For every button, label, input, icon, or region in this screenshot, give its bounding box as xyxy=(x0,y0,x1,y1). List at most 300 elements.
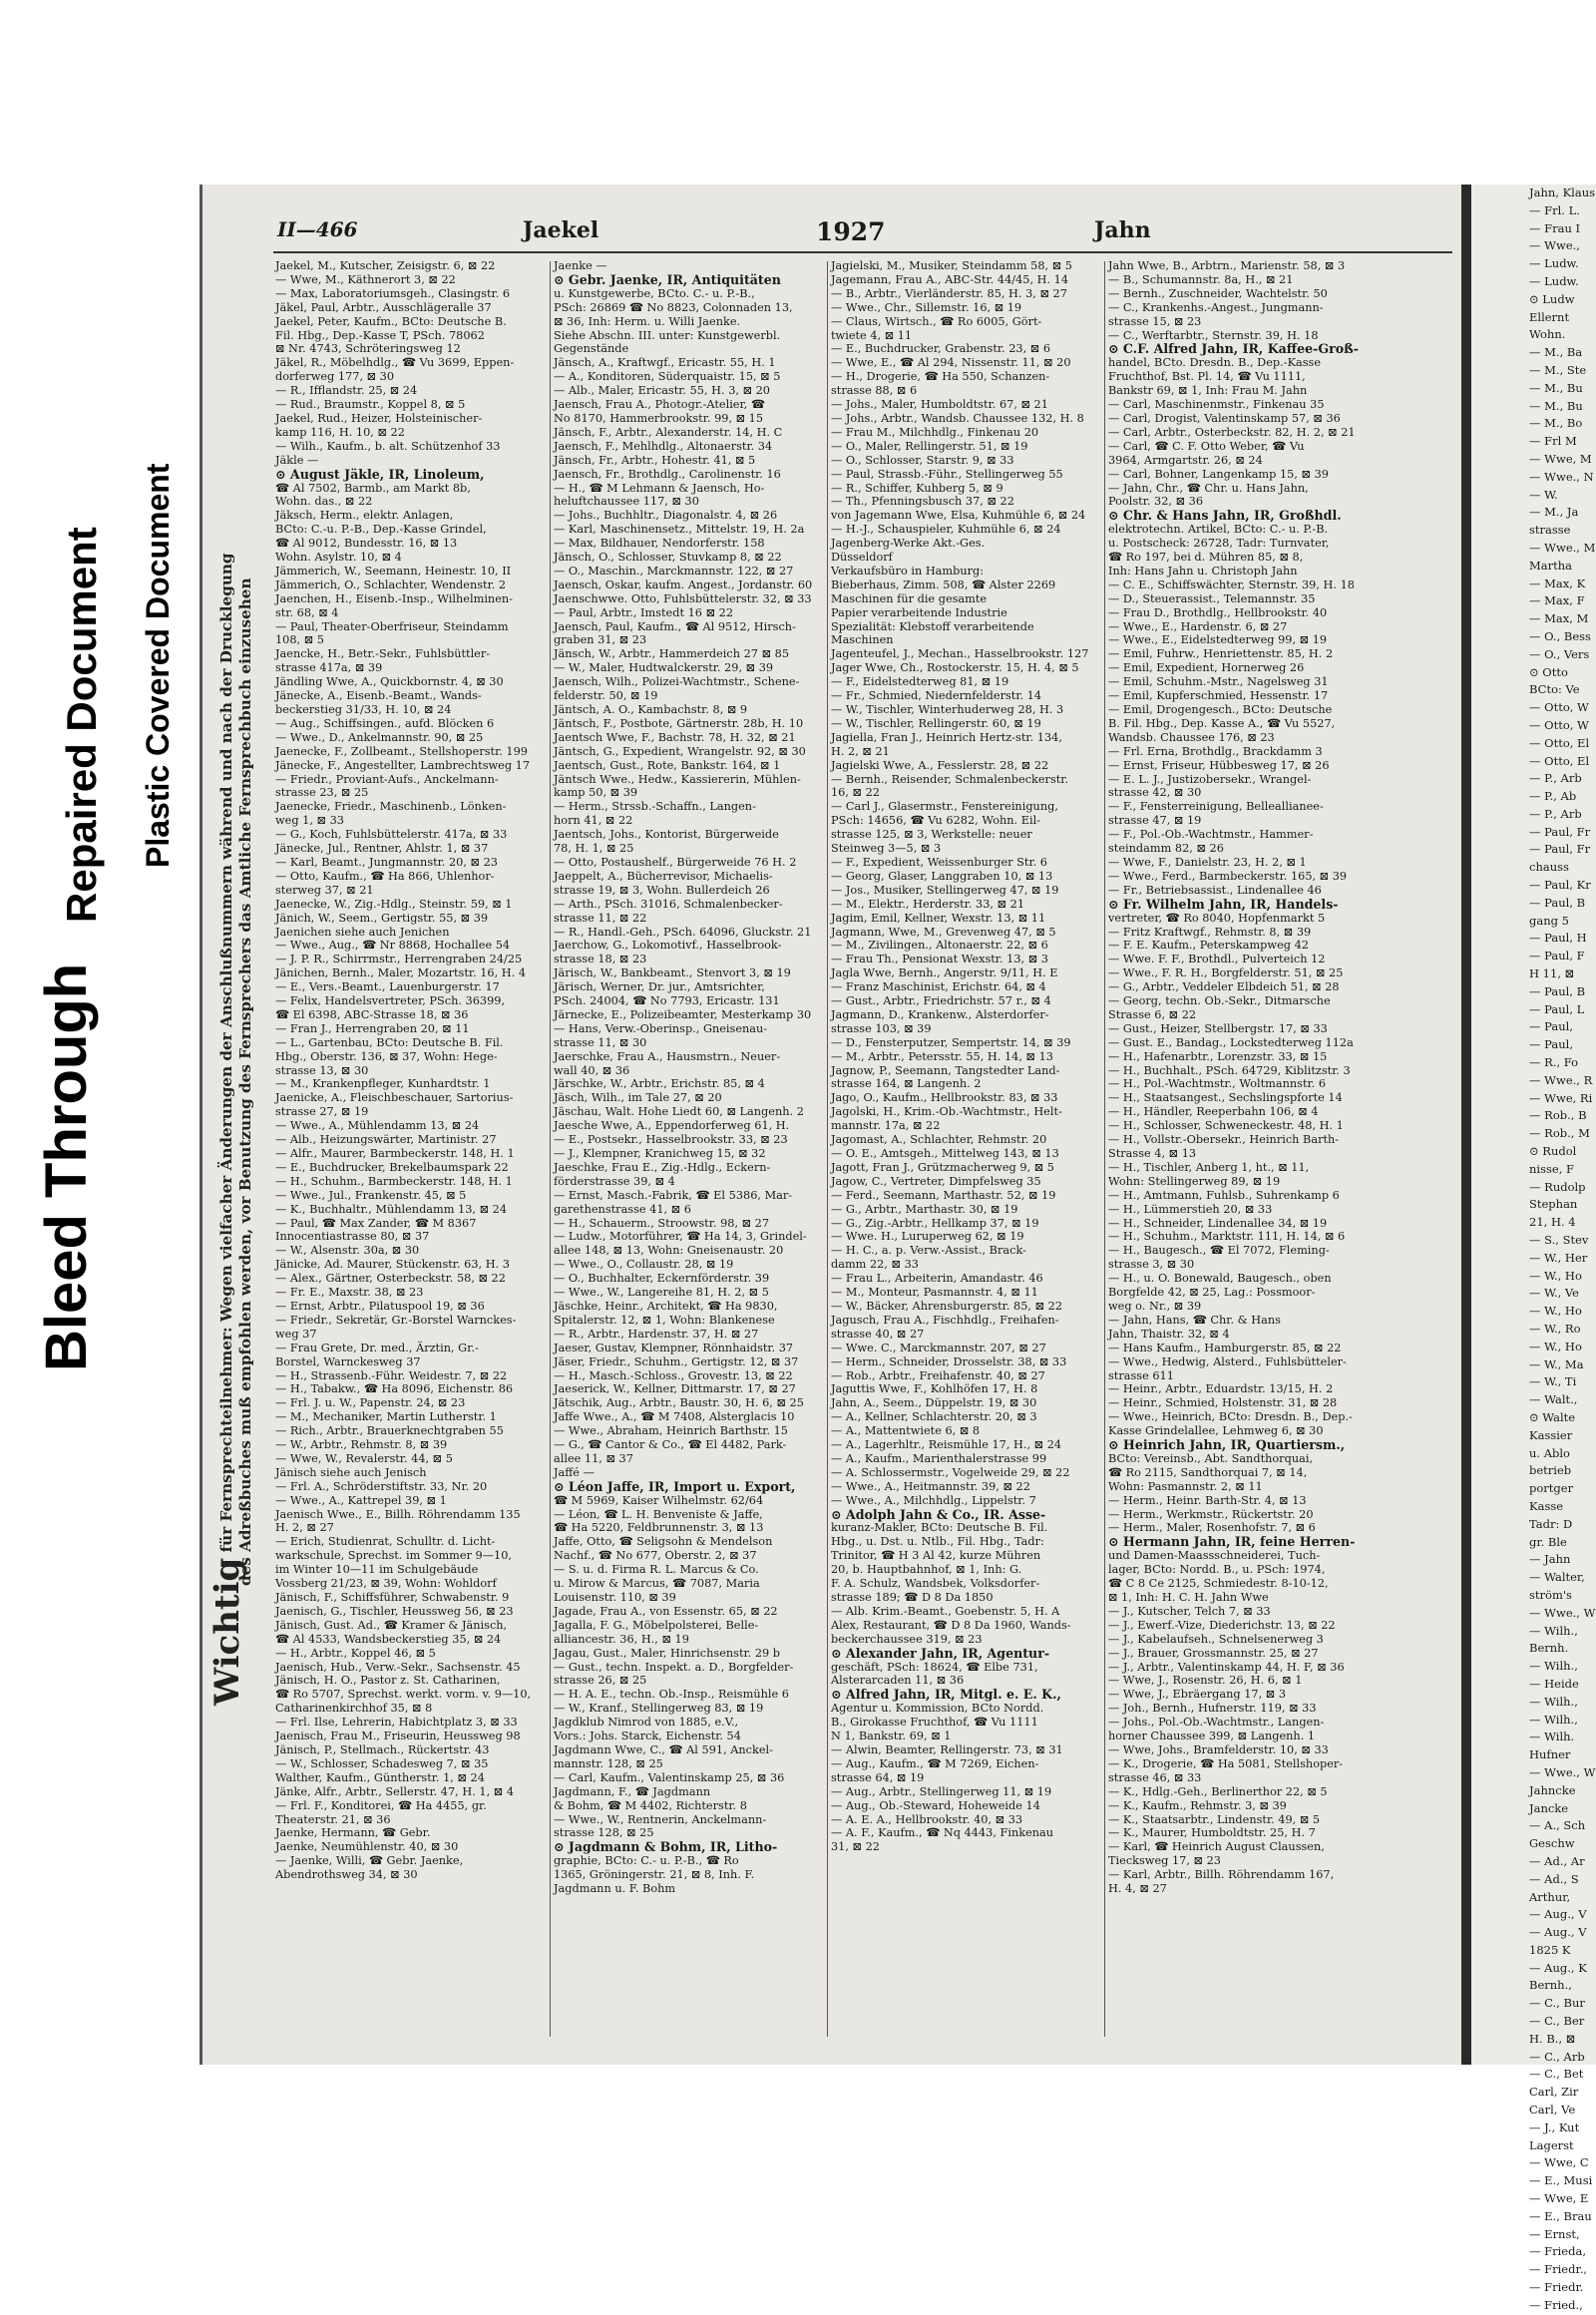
adjacent-entry: gr. Ble xyxy=(1529,1534,1567,1549)
directory-entry: Jagenteufel, J., Mechan., Hasselbrookstr. 127 xyxy=(831,647,1089,661)
directory-entry: Jäkel, Paul, Arbtr., Ausschlägeralle 37 xyxy=(275,300,492,314)
directory-entry: Jaensch, Wilh., Polizei-Wachtmstr., Schene- xyxy=(554,675,800,689)
adjacent-entry: — Ernst, xyxy=(1529,2226,1580,2241)
directory-entry: — J. P. R., Schirrmstr., Herrengraben 24/25 xyxy=(275,953,523,966)
directory-entry: — H., Vollstr.-Obersekr., Heinrich Barth- xyxy=(1108,1133,1340,1147)
directory-entry: — E., Vers.-Beamt., Lauenburgerstr. 17 xyxy=(275,980,500,994)
directory-entry: — Gust., techn. Inspekt. a. D., Borgfelder- xyxy=(554,1660,794,1674)
directory-entry: strasse 125, ⊠ 3, Werkstelle: neuer xyxy=(831,828,1032,842)
directory-entry: Jäkle — xyxy=(275,453,319,467)
directory-entry: horn 41, ⊠ 22 xyxy=(554,814,633,828)
adjacent-entry: — Wwe., R xyxy=(1529,1072,1593,1087)
directory-entry: Walther, Kaufm., Güntherstr. 1, ⊠ 24 xyxy=(275,1770,485,1784)
directory-entry: — Aug., Kaufm., ☎ M 7269, Eichen- xyxy=(831,1756,1039,1770)
directory-entry: im Winter 10—11 im Schulgebäude xyxy=(275,1563,479,1577)
directory-entry: Alsterarcaden 11, ⊠ 36 xyxy=(831,1674,965,1688)
adjacent-entry: — Wwe., N xyxy=(1529,469,1594,484)
directory-entry: — H., Arbtr., Koppel 46, ⊠ 5 xyxy=(275,1646,436,1660)
directory-entry: Jager Wwe, Ch., Rostockerstr. 15, H. 4, ⊠ 5 xyxy=(831,661,1079,675)
directory-entry: ⊙ August Jäkle, IR, Linoleum, xyxy=(275,466,485,482)
directory-entry: — Gust., Arbtr., Friedrichstr. 57 r., ⊠ 4 xyxy=(831,994,1051,1008)
directory-entry: — Frau Grete, Dr. med., Ärztin, Gr.- xyxy=(275,1341,479,1354)
directory-entry: — K., Kaufm., Rehmstr. 3, ⊠ 39 xyxy=(1108,1798,1287,1812)
directory-entry: — Wwe., O., Collaustr. 28, ⊠ 19 xyxy=(554,1258,734,1272)
directory-entry: Jänichen, Bernh., Maler, Mozartstr. 16, H. 4 xyxy=(275,966,527,980)
directory-entry: — Herm., Strssb.-Schaffn., Langen- xyxy=(554,800,756,814)
directory-entry: Jaenecke, W., Zig.-Hdlg., Steinstr. 59, ⊠ 1 xyxy=(275,897,513,911)
directory-entry: — Karl, Beamt., Jungmannstr. 20, ⊠ 23 xyxy=(275,855,498,869)
directory-entry: — O., Maler, Rellingerstr. 51, ⊠ 19 xyxy=(831,439,1028,453)
directory-entry: — M., Arbtr., Petersstr. 55, H. 14, ⊠ 13 xyxy=(831,1049,1053,1063)
directory-entry: graphie, BCto: C.- u. P.-B., ☎ Ro xyxy=(554,1854,739,1868)
directory-entry: — Karl, Maschinensetz., Mittelstr. 19, H. 2a xyxy=(554,523,805,537)
directory-entry: mannstr. 17a, ⊠ 22 xyxy=(831,1119,941,1133)
directory-entry: Jagielski Wwe, A., Fesslerstr. 28, ⊠ 22 xyxy=(831,758,1049,772)
directory-entry: Jaensch, Paul, Kaufm., ☎ Al 9512, Hirsch- xyxy=(554,619,796,633)
adjacent-entry: — Rob., B xyxy=(1529,1108,1587,1123)
adjacent-entry: — W., Ve xyxy=(1529,1286,1579,1301)
directory-entry: — H., ☎ M Lehmann & Jaensch, Ho- xyxy=(554,481,765,495)
directory-entry: — Hans, Verw.-Oberinsp., Gneisenau- xyxy=(554,1021,768,1035)
directory-entry: kamp 116, H. 10, ⊠ 22 xyxy=(275,425,405,439)
adjacent-entry: — Paul, xyxy=(1529,1019,1573,1034)
directory-entry: — H., Tischler, Anberg 1, ht., ⊠ 11, xyxy=(1108,1160,1310,1174)
directory-entry: heluftchaussee 117, ⊠ 30 xyxy=(554,495,699,509)
directory-entry: — Rud., Braumstr., Koppel 8, ⊠ 5 xyxy=(275,398,466,412)
directory-entry: — Fr., Betriebsassist., Lindenallee 46 xyxy=(1108,883,1322,897)
notice-line-2: des Adreßbuches muß empfohlen werden, vor Benutzung des Fernsprechers das Amtliche Fernsprechbuch einzusehen xyxy=(236,578,254,1586)
directory-entry: — F., Eidelstedterweg 81, ⊠ 19 xyxy=(831,675,1009,689)
directory-entry: — Emil, Expedient, Hornerweg 26 xyxy=(1108,661,1305,675)
directory-entry: — Carl, Maschinenmstr., Finkenau 35 xyxy=(1108,398,1325,412)
adjacent-entry: — W., Her xyxy=(1529,1250,1588,1265)
directory-entry: — Frl. Erna, Brothdlg., Brackdamm 3 xyxy=(1108,744,1323,758)
directory-entry: — Wwe., Abraham, Heinrich Barthstr. 15 xyxy=(554,1424,788,1438)
directory-entry: Jagdklub Nimrod von 1885, e.V., xyxy=(554,1716,739,1730)
directory-entry: Jänsch, A., Kraftwgf., Ericastr. 55, H. 1 xyxy=(554,356,776,370)
directory-entry: Jäsch, Wilh., im Tale 27, ⊠ 20 xyxy=(554,1091,722,1105)
directory-entry: — Wwe., Hedwig, Alsterd., Fuhlsbütteler- xyxy=(1108,1354,1347,1368)
adjacent-entry: — Rob., M xyxy=(1529,1126,1590,1141)
adjacent-entry: — Max, F xyxy=(1529,593,1585,608)
directory-entry: — Léon, ☎ L. H. Benveniste & Jaffe, xyxy=(554,1507,763,1521)
directory-entry: — Karl, ☎ Heinrich August Claussen, xyxy=(1108,1840,1325,1854)
directory-entry: — Wwe., Chr., Sillemstr. 16, ⊠ 19 xyxy=(831,300,1022,314)
directory-entry: weg 37 xyxy=(275,1327,317,1341)
adjacent-entry: — Max, M xyxy=(1529,611,1589,626)
directory-entry: Jagusch, Frau A., Fischhdlg., Freihafen- xyxy=(831,1313,1059,1327)
adjacent-entry: ⊙ Ludw xyxy=(1529,291,1575,306)
directory-entry: Jaenisch Wwe., E., Billh. Röhrendamm 135 xyxy=(275,1507,521,1521)
directory-entry: — Herm., Heinr. Barth-Str. 4, ⊠ 13 xyxy=(1108,1493,1307,1507)
adjacent-entry: — Max, K xyxy=(1529,576,1586,590)
directory-entry: — Bernh., Reisender, Schmalenbeckerstr. xyxy=(831,772,1069,786)
directory-entry: Jaekel, M., Kutscher, Zeisigstr. 6, ⊠ 22 xyxy=(275,259,496,272)
directory-entry: ☎ Al 4533, Wandsbeckerstieg 35, ⊠ 24 xyxy=(275,1632,502,1646)
directory-entry: Siehe Abschn. III. unter: Kunstgewerbl. xyxy=(554,328,781,342)
bleed-through-label: Bleed Through xyxy=(34,963,99,1371)
directory-entry: — Friedr., Sekretär, Gr.-Borstel Warnckes- xyxy=(275,1313,517,1327)
directory-entry: ⊠ 36, Inh: Herm. u. Willi Jaenke. xyxy=(554,314,741,328)
directory-entry: ⊙ Hermann Jahn, IR, feine Herren- xyxy=(1108,1534,1356,1550)
directory-entry: — Joh., Bernh., Hufnerstr. 119, ⊠ 33 xyxy=(1108,1702,1317,1716)
directory-entry: — H., Baugesch., ☎ El 7072, Fleming- xyxy=(1108,1244,1330,1258)
directory-entry: Jagow, C., Vertreter, Dimpfelsweg 35 xyxy=(831,1174,1041,1188)
directory-entry: — S. u. d. Firma R. L. Marcus & Co. xyxy=(554,1563,759,1577)
directory-entry: — H., Staatsangest., Sechslingspforte 14 xyxy=(1108,1091,1343,1105)
directory-entry: — F., Fensterreinigung, Belleallianee- xyxy=(1108,800,1324,814)
directory-entry: — J., Kabelaufseh., Schnelsenerweg 3 xyxy=(1108,1632,1324,1646)
adjacent-entry: — Wwe., M xyxy=(1529,540,1596,555)
directory-entry: Jänisch, H. O., Pastor z. St. Catharinen, xyxy=(275,1674,501,1688)
directory-entry: — Wwe, Johs., Bramfelderstr. 10, ⊠ 33 xyxy=(1108,1742,1329,1756)
adjacent-entry: — Walter, xyxy=(1529,1570,1585,1585)
directory-entry: ⊙ Fr. Wilhelm Jahn, IR, Handels- xyxy=(1108,896,1339,912)
directory-entry: — D., Fensterputzer, Sempertstr. 14, ⊠ 39 xyxy=(831,1035,1071,1049)
directory-entry: u. Mirow & Marcus, ☎ 7087, Maria xyxy=(554,1577,760,1591)
adjacent-entry: — C., Ber xyxy=(1529,2014,1585,2029)
adjacent-entry: ⊙ Rudol xyxy=(1529,1144,1577,1159)
directory-entry: — J., Ewerf.-Vize, Diederichstr. 13, ⊠ 22 xyxy=(1108,1618,1336,1632)
directory-entry: ⊙ Alexander Jahn, IR, Agentur- xyxy=(831,1645,1050,1661)
directory-entry: — Carl, Drogist, Valentinskamp 57, ⊠ 36 xyxy=(1108,411,1341,425)
directory-entry: — J., Brauer, Grossmannstr. 25, ⊠ 27 xyxy=(1108,1646,1319,1660)
directory-entry: Theaterstr. 21, ⊠ 36 xyxy=(275,1812,391,1826)
directory-entry: Düsseldorf xyxy=(831,551,893,565)
adjacent-entry: Wohn. xyxy=(1529,327,1566,342)
directory-entry: PSch: 14656, ☎ Vu 6282, Wohn. Eil- xyxy=(831,814,1041,828)
directory-entry: — C. E., Schiffswächter, Sternstr. 39, H. 18 xyxy=(1108,578,1355,591)
directory-entry: Jäschau, Walt. Hohe Liedt 60, ⊠ Langenh. 2 xyxy=(554,1105,804,1119)
directory-entry: — H., Händler, Reeperbahn 106, ⊠ 4 xyxy=(1108,1105,1319,1119)
adjacent-entry: — W., Ho xyxy=(1529,1268,1582,1283)
directory-entry: — O., Maschin., Marckmannstr. 122, ⊠ 27 xyxy=(554,564,794,578)
directory-entry: — M., Elektr., Herderstr. 33, ⊠ 21 xyxy=(831,897,1025,911)
adjacent-entry: Jahn, Klaus xyxy=(1529,186,1596,199)
directory-entry: — Wwe., W., Rentnerin, Anckelmann- xyxy=(554,1812,767,1826)
directory-entry: ⊠ 1, Inh: H. C. H. Jahn Wwe xyxy=(1108,1591,1269,1604)
directory-entry: horner Chaussee 399, ⊠ Langenh. 1 xyxy=(1108,1730,1316,1743)
directory-entry: — Fr. E., Maxstr. 38, ⊠ 23 xyxy=(275,1286,424,1300)
directory-entry: — Franz Maschinist, Erichstr. 64, ⊠ 4 xyxy=(831,980,1046,994)
directory-entry: Jänsch, F., Arbtr., Alexanderstr. 14, H. C xyxy=(554,425,783,439)
directory-column-1 xyxy=(275,259,546,2040)
adjacent-entry: — C., Bet xyxy=(1529,2067,1584,2082)
directory-entry: Jaensch, Fr., Brothdlg., Carolinenstr. 16 xyxy=(554,467,781,481)
directory-entry: warkschule, Sprechst. im Sommer 9—10, xyxy=(275,1549,512,1563)
directory-entry: — Emil, Fuhrw., Henriettenstr. 85, H. 2 xyxy=(1108,647,1334,661)
directory-entry: str. 68, ⊠ 4 xyxy=(275,605,339,619)
adjacent-entry: — M., Ba xyxy=(1529,345,1583,360)
adjacent-entry: Bernh., xyxy=(1529,1978,1572,1993)
adjacent-entry: — Paul, Kr xyxy=(1529,878,1591,893)
directory-entry: — Frl. F., Konditorei, ☎ Ha 4455, gr. xyxy=(275,1798,487,1812)
directory-entry: strasse 15, ⊠ 23 xyxy=(1108,314,1202,328)
directory-entry: ⊙ Jagdmann & Bohm, IR, Litho- xyxy=(554,1839,778,1855)
directory-entry: strasse 26, ⊠ 25 xyxy=(554,1674,647,1688)
directory-entry: beckerchaussee 319, ⊠ 23 xyxy=(831,1632,983,1646)
directory-entry: weg o. Nr., ⊠ 39 xyxy=(1108,1299,1202,1313)
directory-entry: — H., Schlosser, Schweneckestr. 48, H. 1 xyxy=(1108,1119,1344,1133)
directory-entry: — Frau Th., Pensionat Wexstr. 13, ⊠ 3 xyxy=(831,953,1048,966)
directory-entry: Jagim, Emil, Kellner, Wexstr. 13, ⊠ 11 xyxy=(831,911,1046,925)
directory-entry: ☎ M 5969, Kaiser Wilhelmstr. 62/64 xyxy=(554,1493,764,1507)
directory-entry: — W., Tischler, Rellingerstr. 60, ⊠ 19 xyxy=(831,716,1041,730)
directory-entry: Järisch, W., Bankbeamt., Stenvort 3, ⊠ 19 xyxy=(554,966,791,980)
notice-line-1: für Fernsprechteilnehmer: Wegen vielfacher Änderungen der Anschlußnummern während und nach der Drucklegung xyxy=(217,553,235,1553)
directory-entry: — Wwe., Ferd., Barmbeckerstr. 165, ⊠ 39 xyxy=(1108,869,1348,883)
adjacent-entry: H 11, ⊠ xyxy=(1529,966,1575,981)
adjacent-entry: 21, H. 4 xyxy=(1529,1215,1576,1230)
directory-entry: ☎ Al 7502, Barmb., am Markt 8b, xyxy=(275,481,471,495)
directory-entry: — Hans Kaufm., Hamburgerstr. 85, ⊠ 22 xyxy=(1108,1341,1342,1354)
adjacent-entry: portger xyxy=(1529,1481,1574,1496)
adjacent-entry: 1825 K xyxy=(1529,1942,1571,1957)
directory-entry: — Aug., Schiffsingen., aufd. Blöcken 6 xyxy=(275,716,495,730)
directory-entry: Jäntsch, F., Postbote, Gärtnerstr. 28b, H. 10 xyxy=(554,716,804,730)
directory-entry: ⊙ Alfred Jahn, IR, Mitgl. e. E. K., xyxy=(831,1687,1061,1703)
directory-entry: — Emil, Kupferschmied, Hessenstr. 17 xyxy=(1108,689,1329,703)
adjacent-entry: — Wwe, M xyxy=(1529,451,1592,466)
directory-entry: — H., Tabakw., ☎ Ha 8096, Eichenstr. 86 xyxy=(275,1382,514,1396)
directory-entry: Jaeser, Gustav, Klempner, Rönnhaidstr. 37 xyxy=(554,1341,794,1354)
adjacent-entry: Hufner xyxy=(1529,1747,1571,1762)
adjacent-entry: Tadr: D xyxy=(1529,1516,1573,1531)
adjacent-entry: — M., Ste xyxy=(1529,362,1587,377)
adjacent-entry: — Wwe., W xyxy=(1529,1764,1596,1779)
directory-entry: — Wilh., Kaufm., b. alt. Schützenhof 33 xyxy=(275,439,501,453)
adjacent-entry: Kassier xyxy=(1529,1427,1573,1442)
directory-entry: — Alex., Gärtner, Osterbeckstr. 58, ⊠ 22 xyxy=(275,1272,506,1286)
directory-entry: Jaenke, Neumühlenstr. 40, ⊠ 30 xyxy=(275,1840,459,1854)
directory-entry: — J., Kutscher, Telch 7, ⊠ 33 xyxy=(1108,1604,1271,1618)
directory-entry: Bankstr 69, ⊠ 1, Inh: Frau M. Jahn xyxy=(1108,384,1308,398)
directory-entry: — H., Lümmerstieh 20, ⊠ 33 xyxy=(1108,1202,1273,1216)
directory-entry: — H., u. O. Bonewald, Baugesch., oben xyxy=(1108,1272,1332,1286)
directory-entry: kuranz-Makler, BCto: Deutsche B. Fil. xyxy=(831,1521,1048,1535)
directory-entry: Jahn, A., Seem., Düppelstr. 19, ⊠ 30 xyxy=(831,1396,1037,1410)
directory-entry: 16, ⊠ 22 xyxy=(831,786,880,800)
adjacent-entry: — W., Ho xyxy=(1529,1339,1582,1353)
directory-entry: strasse 11, ⊠ 30 xyxy=(554,1035,647,1049)
directory-entry: Jänecke, Jul., Rentner, Ahlstr. 1, ⊠ 37 xyxy=(275,842,489,856)
directory-entry: Jänisch, P., Stellmach., Rückertstr. 43 xyxy=(275,1742,490,1756)
adjacent-entry: betrieb xyxy=(1529,1463,1572,1478)
directory-entry: PSch. 24004, ☎ No 7793, Ericastr. 131 xyxy=(554,994,780,1008)
directory-entry: — O., Buchhalter, Eckernförderstr. 39 xyxy=(554,1272,770,1286)
adjacent-entry: — Ludw. xyxy=(1529,256,1579,271)
directory-entry: — Georg, techn. Ob.-Sekr., Ditmarsche xyxy=(1108,994,1331,1008)
adjacent-entry: — Paul, H xyxy=(1529,931,1587,946)
directory-entry: — K., Maurer, Humboldtstr. 25, H. 7 xyxy=(1108,1826,1316,1840)
directory-entry: — Otto, Postaushelf., Bürgerweide 76 H. 2 xyxy=(554,855,797,869)
adjacent-entry: — Paul, xyxy=(1529,1037,1573,1052)
directory-entry: — H., Schneider, Lindenallee 34, ⊠ 19 xyxy=(1108,1216,1328,1230)
directory-entry: Jaenicke, A., Fleischbeschauer, Sartorius- xyxy=(275,1091,514,1105)
directory-entry: — Frl. J. u. W., Papenstr. 24, ⊠ 23 xyxy=(275,1396,466,1410)
directory-entry: Jänsch, O., Schlosser, Stuvkamp 8, ⊠ 22 xyxy=(554,551,782,565)
directory-entry: Catharinenkirchhof 35, ⊠ 8 xyxy=(275,1702,433,1716)
adjacent-entry: Jahncke xyxy=(1529,1782,1576,1797)
directory-entry: Jänisch, F., Schiffsführer, Schwabenstr. 9 xyxy=(275,1591,510,1604)
directory-entry: 78, H. 1, ⊠ 25 xyxy=(554,842,634,856)
directory-entry: — Wwe, F., Danielstr. 23, H. 2, ⊠ 1 xyxy=(1108,855,1307,869)
directory-entry: wall 40, ⊠ 36 xyxy=(554,1063,630,1077)
directory-entry: von Jagemann Wwe, Elsa, Kuhmühle 6, ⊠ 24 xyxy=(831,509,1086,523)
directory-entry: — Arth., PSch. 31016, Schmalenbecker- xyxy=(554,897,783,911)
directory-entry: strasse 27, ⊠ 19 xyxy=(275,1105,369,1119)
adjacent-entry: — Frau I xyxy=(1529,220,1581,235)
adjacent-entry: ⊙ Walte xyxy=(1529,1409,1576,1424)
directory-entry: Nachf., ☎ No 677, Oberstr. 2, ⊠ 37 xyxy=(554,1549,757,1563)
directory-entry: — K., Drogerie, ☎ Ha 5081, Stellshoper- xyxy=(1108,1756,1344,1770)
directory-entry: — Alb., Heizungswärter, Martinistr. 27 xyxy=(275,1133,497,1147)
directory-entry: ⊙ Léon Jaffe, IR, Import u. Export, xyxy=(554,1478,796,1494)
directory-entry: — Max, Bildhauer, Nendorferstr. 158 xyxy=(554,537,765,551)
adjacent-entry: — Ad., S xyxy=(1529,1871,1579,1886)
directory-entry: 3964, Armgartstr. 26, ⊠ 24 xyxy=(1108,453,1263,467)
directory-entry: No 8170, Hammerbrookstr. 99, ⊠ 15 xyxy=(554,411,764,425)
directory-entry: Jänicke, Ad. Maurer, Stückenstr. 63, H. 3 xyxy=(275,1258,510,1272)
directory-entry: — C., Werftarbtr., Sternstr. 39, H. 18 xyxy=(1108,328,1319,342)
directory-entry: Vossberg 21/23, ⊠ 39, Wohn: Wohldorf xyxy=(275,1577,497,1591)
directory-entry: — W., Bäcker, Ahrensburgerstr. 85, ⊠ 22 xyxy=(831,1299,1063,1313)
adjacent-entry: — Jahn xyxy=(1529,1552,1571,1567)
first-entry-heading: Jaekel xyxy=(523,217,599,243)
directory-entry: — H., Drogerie, ☎ Ha 550, Schanzen- xyxy=(831,370,1050,384)
adjacent-entry: Stephan xyxy=(1529,1197,1578,1212)
directory-entry: — F., Pol.-Ob.-Wachtmstr., Hammer- xyxy=(1108,828,1314,842)
directory-entry: Jaentsch, Johs., Kontorist, Bürgerweide xyxy=(554,828,779,842)
adjacent-entry: — Paul, B xyxy=(1529,983,1586,998)
column-separator xyxy=(827,261,828,2037)
adjacent-entry: — M., Bo xyxy=(1529,416,1583,431)
plastic-covered-label: Plastic Covered Document xyxy=(140,463,176,868)
directory-entry: mannstr. 128, ⊠ 25 xyxy=(554,1756,663,1770)
directory-entry: — Wwe. C., Marckmannstr. 207, ⊠ 27 xyxy=(831,1341,1046,1354)
directory-entry: — Alwin, Beamter, Rellingerstr. 73, ⊠ 31 xyxy=(831,1742,1063,1756)
directory-entry: Jäntsch, A. O., Kambachstr. 8, ⊠ 9 xyxy=(554,703,748,716)
directory-entry: ⊙ Heinrich Jahn, IR, Quartiersm., xyxy=(1108,1437,1346,1453)
directory-entry: Borstel, Warnckesweg 37 xyxy=(275,1354,421,1368)
directory-entry: — Claus, Wirtsch., ☎ Ro 6005, Gört- xyxy=(831,314,1042,328)
directory-entry: — Wwe., D., Ankelmannstr. 90, ⊠ 25 xyxy=(275,730,484,744)
directory-entry: — Carl, ☎ C. F. Otto Weber, ☎ Vu xyxy=(1108,439,1305,453)
directory-entry: Jaenchen, H., Eisenb.-Insp., Wilhelminen- xyxy=(275,591,513,605)
directory-entry: Jänke, Alfr., Arbtr., Sellerstr. 47, H. 1, ⊠ 4 xyxy=(275,1784,515,1798)
directory-entry: — Herm., Werkmstr., Rückertstr. 20 xyxy=(1108,1507,1314,1521)
column-separator xyxy=(550,261,551,2037)
adjacent-entry: — Frl M xyxy=(1529,434,1577,449)
directory-entry: — A., Kellner, Schlachterstr. 20, ⊠ 3 xyxy=(831,1410,1037,1424)
adjacent-entry: — Fried., xyxy=(1529,2297,1583,2312)
adjacent-entry: — M., Ja xyxy=(1529,505,1579,520)
directory-entry: — E., Buchdrucker, Grabenstr. 23, ⊠ 6 xyxy=(831,342,1051,356)
directory-entry: ⊠ Nr. 4743, Schröteringsweg 12 xyxy=(275,342,461,356)
directory-entry: Verkaufsbüro in Hamburg: xyxy=(831,564,985,578)
directory-entry: — B., Schumannstr. 8a, H., ⊠ 21 xyxy=(1108,272,1294,286)
directory-entry: förderstrasse 39, ⊠ 4 xyxy=(554,1174,675,1188)
directory-entry: graben 31, ⊠ 23 xyxy=(554,633,647,647)
directory-entry: ☎ Ro 5707, Sprechst. werkt. vorm. v. 9—10, xyxy=(275,1688,532,1702)
directory-entry: — Wwe., Heinrich, BCto: Dresdn. B., Dep.- xyxy=(1108,1410,1353,1424)
adjacent-entry: — Paul, F xyxy=(1529,949,1585,964)
directory-entry: — K., Buchhaltr., Mühlendamm 13, ⊠ 24 xyxy=(275,1202,508,1216)
page-edge xyxy=(200,185,202,2065)
adjacent-entry: — Aug., V xyxy=(1529,1925,1587,1940)
directory-entry: — Alfr., Maurer, Barmbeckerstr. 148, H. 1 xyxy=(275,1147,515,1160)
directory-entry: Jaenisch, G., Tischler, Heussweg 56, ⊠ 23 xyxy=(275,1604,514,1618)
directory-entry: — Johs., Maler, Humboldtstr. 67, ⊠ 21 xyxy=(831,398,1048,412)
directory-entry: Jaffe Wwe., A., ☎ M 7408, Alsterglacis 10 xyxy=(554,1410,795,1424)
directory-entry: Jaffe, Otto, ☎ Seligsohn & Mendelson xyxy=(554,1535,773,1549)
directory-entry: — Friedr., Proviant-Aufs., Anckelmann- xyxy=(275,772,499,786)
directory-entry: Järisch, Werner, Dr. jur., Amtsrichter, xyxy=(554,980,765,994)
directory-entry: — Karl, Arbtr., Billh. Röhrendamm 167, xyxy=(1108,1868,1335,1882)
directory-entry: strasse 40, ⊠ 27 xyxy=(831,1327,925,1341)
directory-entry: Jagenberg-Werke Akt.-Ges. xyxy=(831,537,986,551)
directory-entry: Jaeschke, Frau E., Zig.-Hdlg., Eckern- xyxy=(554,1160,771,1174)
directory-entry: — Paul, ☎ Max Zander, ☎ M 8367 xyxy=(275,1216,477,1230)
adjacent-entry: ström's xyxy=(1529,1587,1572,1602)
directory-entry: Borgfelde 42, ⊠ 25, Lag.: Possmoor- xyxy=(1108,1286,1316,1300)
directory-entry: — R., Schiffer, Kuhberg 5, ⊠ 9 xyxy=(831,481,1003,495)
directory-entry: — Frl. A., Schröderstiftstr. 33, Nr. 20 xyxy=(275,1479,488,1493)
directory-entry: — Carl, Bohner, Langenkamp 15, ⊠ 39 xyxy=(1108,467,1329,481)
directory-entry: Jagdmann, F., ☎ Jagdmann xyxy=(554,1784,711,1798)
directory-entry: sterweg 37, ⊠ 21 xyxy=(275,883,374,897)
directory-entry: — Wwe., Aug., ☎ Nr 8868, Hochallee 54 xyxy=(275,939,511,953)
directory-entry: H. 4, ⊠ 27 xyxy=(1108,1882,1167,1896)
directory-entry: — Herm., Maler, Rosenhofstr. 7, ⊠ 6 xyxy=(1108,1521,1316,1535)
directory-entry: — H., Schauerm., Stroowstr. 98, ⊠ 27 xyxy=(554,1216,770,1230)
directory-entry: — Alb. Krim.-Beamt., Goebenstr. 5, H. A xyxy=(831,1604,1060,1618)
directory-entry: — Rich., Arbtr., Brauerknechtgraben 55 xyxy=(275,1424,504,1438)
directory-column-3 xyxy=(831,259,1100,2040)
directory-entry: Fil. Hbg., Dep.-Kasse T, PSch. 78062 xyxy=(275,328,485,342)
directory-entry: strasse 103, ⊠ 39 xyxy=(831,1021,932,1035)
directory-entry: Jahn, Thaistr. 32, ⊠ 4 xyxy=(1108,1327,1230,1341)
directory-entry: weg 1, ⊠ 33 xyxy=(275,814,344,828)
adjacent-entry: — E., Musi xyxy=(1529,2173,1593,2188)
directory-entry: — Felix, Handelsvertreter, PSch. 36399, xyxy=(275,994,506,1008)
directory-entry: Jämmerich, W., Seemann, Heinestr. 10, II xyxy=(275,564,512,578)
directory-entry: — O. E., Amtsgeh., Mittelweg 143, ⊠ 13 xyxy=(831,1147,1059,1160)
directory-entry: Strasse 4, ⊠ 13 xyxy=(1108,1147,1197,1160)
adjacent-entry: — Aug., K xyxy=(1529,1960,1587,1975)
directory-entry: — Fran J., Herrengraben 20, ⊠ 11 xyxy=(275,1021,470,1035)
directory-entry: — Fr., Schmied, Niedernfelderstr. 14 xyxy=(831,689,1042,703)
directory-entry: Gegenstände xyxy=(554,342,629,356)
directory-entry: — Wwe, W., Revalerstr. 44, ⊠ 5 xyxy=(275,1451,453,1465)
directory-entry: allee 148, ⊠ 13, Wohn: Gneisenaustr. 20 xyxy=(554,1244,784,1258)
directory-entry: — Frau M., Milchhdlg., Finkenau 20 xyxy=(831,425,1039,439)
adjacent-entry: BCto: Ve xyxy=(1529,682,1580,697)
directory-entry: — Wwe., A., Mühlendamm 13, ⊠ 24 xyxy=(275,1119,480,1133)
directory-entry: strasse 19, ⊠ 3, Wohn. Bullerdeich 26 xyxy=(554,883,770,897)
directory-entry: — Wwe., E., Eidelstedterweg 99, ⊠ 19 xyxy=(1108,633,1328,647)
directory-entry: Poolstr. 32, ⊠ 36 xyxy=(1108,495,1204,509)
directory-entry: ☎ Al 9012, Bundesstr. 16, ⊠ 13 xyxy=(275,537,458,551)
directory-entry: ⊙ Gebr. Jaenke, IR, Antiquitäten xyxy=(554,271,781,287)
directory-entry: twiete 4, ⊠ 11 xyxy=(831,328,913,342)
directory-entry: — Ernst, Friseur, Hübbesweg 17, ⊠ 26 xyxy=(1108,758,1330,772)
directory-entry: Jänich, W., Seem., Gertigstr. 55, ⊠ 39 xyxy=(275,911,489,925)
directory-entry: Agentur u. Kommission, BCto Nordd. xyxy=(831,1702,1044,1716)
adjacent-entry: nisse, F xyxy=(1529,1161,1574,1176)
directory-entry: Jäschke, Heinr., Architekt, ☎ Ha 9830, xyxy=(554,1299,778,1313)
directory-entry: Inh: Hans Jahn u. Christoph Jahn xyxy=(1108,564,1298,578)
